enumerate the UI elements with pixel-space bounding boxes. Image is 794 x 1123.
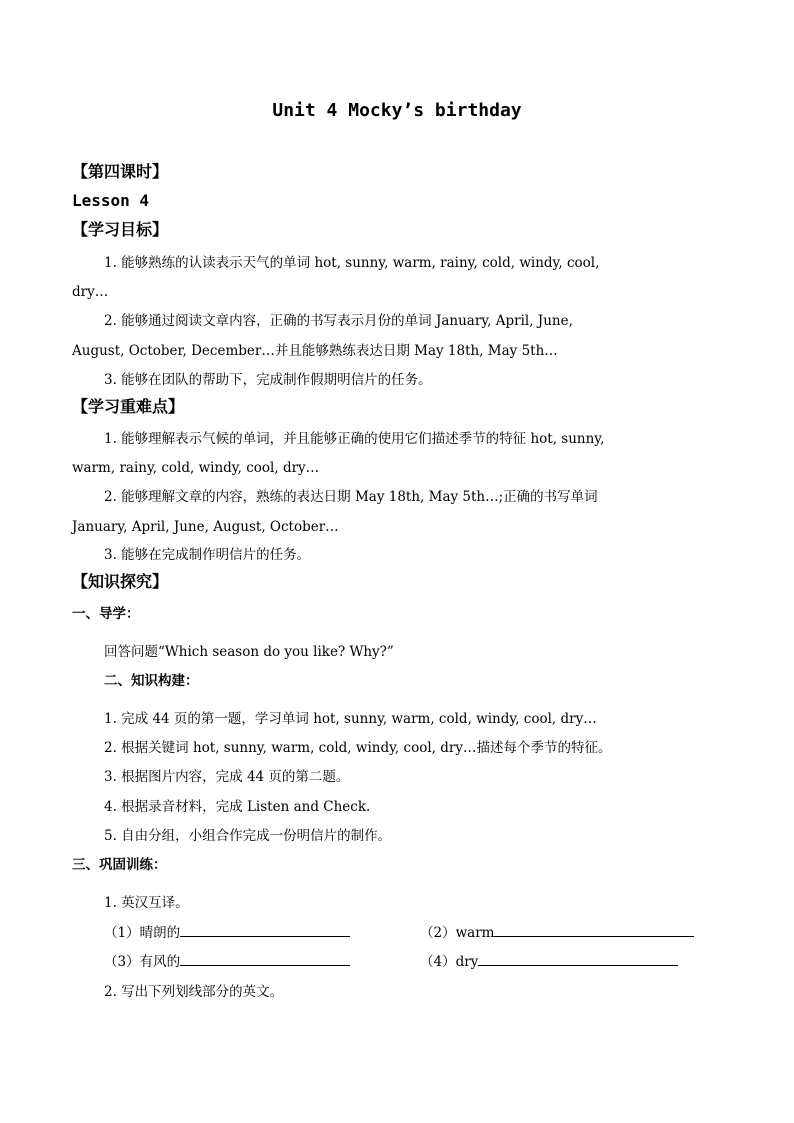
objective-1-line-1: 1. 能够熟练的认读表示天气的单词 hot, sunny, warm, rainy, cold, windy, cool,: [104, 255, 600, 271]
key-point-3: 3. 能够在完成制作明信片的任务。: [104, 547, 311, 563]
build-item-1: 1. 完成 44 页的第一题，学习单词 hot, sunny, warm, cold, windy, cool, dry…: [104, 711, 597, 727]
document-title: Unit 4 Mocky’s birthday: [272, 100, 522, 121]
key-point-2-line-1: 2. 能够理解文章的内容，熟练的表达日期 May 18th, May 5th…;正确的书写单词: [104, 489, 598, 505]
translation-prompt-4: （4）dry: [420, 954, 479, 970]
translation-prompt-1: （1）晴朗的: [104, 925, 181, 941]
translation-prompt-3: （3）有风的: [104, 954, 181, 970]
key-points-heading: 【学习重难点】: [72, 397, 185, 416]
answer-blank-2[interactable]: [494, 922, 694, 937]
key-point-1-line-2: warm, rainy, cold, windy, cool, dry…: [72, 460, 320, 476]
key-point-1-line-1: 1. 能够理解表示气候的单词，并且能够正确的使用它们描述季节的特征 hot, sunny,: [104, 431, 605, 447]
guide-heading: 一、导学：: [72, 606, 140, 622]
build-item-3: 3. 根据图片内容，完成 44 页的第二题。: [104, 769, 350, 785]
build-item-4: 4. 根据录音材料，完成 Listen and Check.: [104, 799, 371, 815]
objective-3: 3. 能够在团队的帮助下，完成制作假期明信片的任务。: [104, 372, 432, 388]
objectives-heading: 【学习目标】: [72, 220, 169, 239]
answer-blank-3[interactable]: [180, 951, 350, 966]
build-item-2: 2. 根据关键词 hot, sunny, warm, cold, windy, cool, dry…描述每个季节的特征。: [104, 740, 612, 756]
translation-item-3: [104, 951, 350, 972]
practice-question-2: 2. 写出下列划线部分的英文。: [104, 984, 284, 1000]
practice-question-1: 1. 英汉互译。: [104, 895, 189, 911]
guide-question: 回答问题“Which season do you like? Why?”: [104, 644, 394, 660]
answer-blank-1[interactable]: [180, 922, 350, 937]
objective-1-line-2: dry…: [72, 284, 109, 300]
practice-heading: 三、巩固训练：: [72, 857, 167, 873]
build-item-5: 5. 自由分组，小组合作完成一份明信片的制作。: [104, 828, 392, 844]
exploration-heading: 【知识探究】: [72, 572, 169, 591]
objective-2-line-1: 2. 能够通过阅读文章内容，正确的书写表示月份的单词 January, April, June,: [104, 313, 573, 329]
key-point-2-line-2: January, April, June, August, October…: [72, 519, 339, 535]
translation-prompt-2: （2）warm: [420, 925, 495, 941]
answer-blank-4[interactable]: [478, 951, 678, 966]
objective-2-line-2: August, October, December…并且能够熟练表达日期 May 18th, May 5th…: [72, 343, 558, 359]
translation-item-4: [420, 951, 678, 972]
period-heading: 【第四课时】: [72, 162, 169, 181]
translation-item-2: [420, 922, 694, 943]
lesson-label: Lesson 4: [72, 191, 150, 210]
build-heading: 二、知识构建：: [104, 673, 199, 689]
translation-item-1: [104, 922, 350, 943]
